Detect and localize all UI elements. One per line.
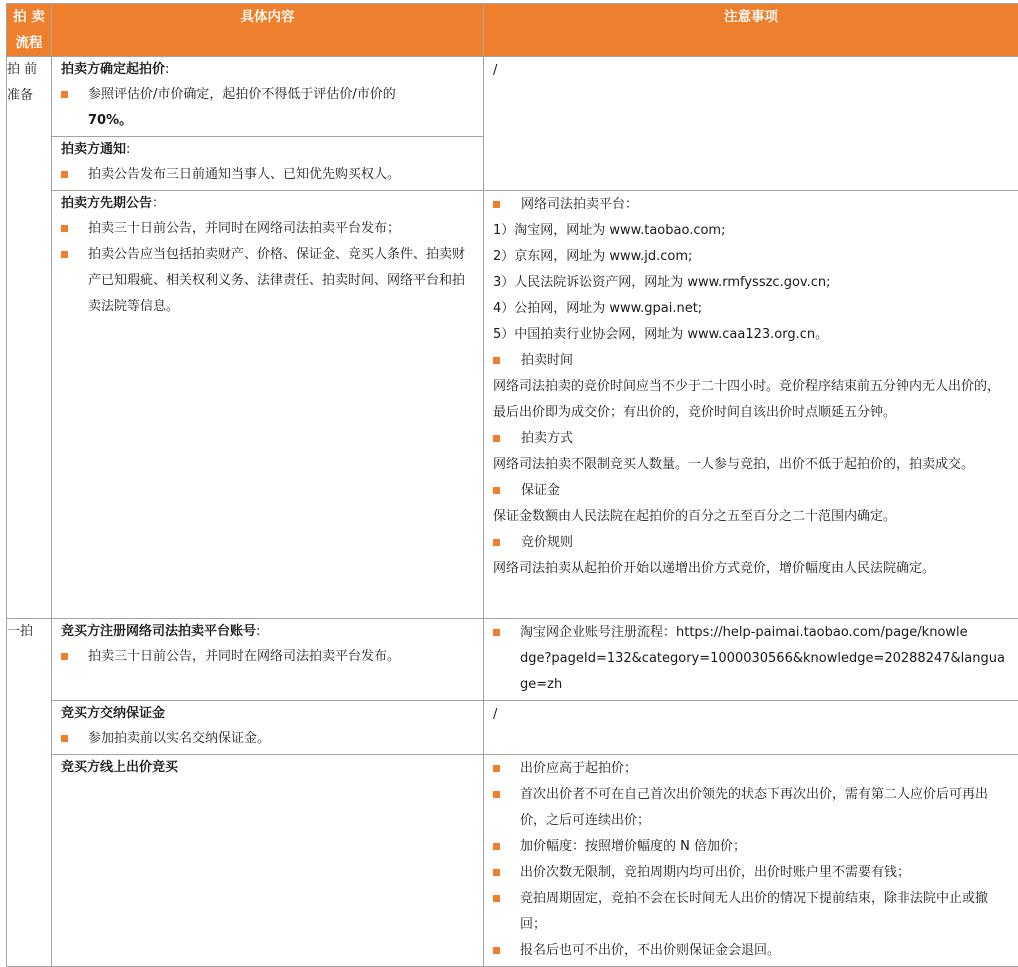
header-specific-content: 具体内容: [52, 4, 484, 57]
list-item: 拍卖三十日前公告，并同时在网络司法拍卖平台发布。: [61, 644, 477, 670]
notes-cell: /: [484, 57, 1018, 191]
header-notes: 注意事项: [484, 4, 1018, 57]
orange-square-bullet-icon: [61, 653, 68, 660]
platform-item: 3）人民法院诉讼资产网，网址为 www.rmfysszc.gov.cn;: [493, 270, 1010, 296]
phase-first-auction: 一拍: [7, 619, 52, 967]
list-item: 首次出价者不可在自己首次出价领先的状态下再次出价，需有第二人应价后可再出价，之后可连续出价；: [493, 782, 1010, 834]
notes-cell: [484, 619, 1018, 701]
list-item: 拍卖公告发布三日前通知当事人、已知优先购买权人。: [61, 162, 477, 188]
list-item: 参加拍卖前以实名交纳保证金。: [61, 726, 477, 752]
orange-square-bullet-icon: [493, 201, 500, 208]
platform-item: 5）中国拍卖行业协会网，网址为 www.caa123.org.cn。: [493, 322, 1010, 348]
orange-square-bullet-icon: [493, 895, 500, 902]
platform-item: 4）公拍网，网址为 www.gpai.net;: [493, 296, 1010, 322]
content-cell: [52, 137, 484, 191]
content-heading: 拍卖方通知:: [61, 138, 477, 162]
table-row: [7, 701, 1018, 755]
note-text: 网络司法拍卖不限制竞买人数量。一人参与竞拍，出价不低于起拍价的，拍卖成交。: [493, 452, 1010, 478]
content-heading: 竞买方交纳保证金: [61, 702, 477, 726]
content-heading: 竞买方注册网络司法拍卖平台账号:: [61, 620, 477, 644]
orange-square-bullet-icon: [61, 225, 68, 232]
auction-process-table: [6, 3, 1018, 967]
platform-item: 2）京东网，网址为 www.jd.com;: [493, 244, 1010, 270]
table-row: [7, 57, 1018, 137]
list-item: 出价应高于起拍价；: [493, 756, 1010, 782]
list-item: 保证金: [493, 478, 1010, 504]
list-item: 拍卖时间: [493, 348, 1010, 374]
notes-cell: [484, 191, 1018, 619]
content-heading: 拍卖方先期公告：: [61, 192, 477, 216]
orange-square-bullet-icon: [493, 435, 500, 442]
content-cell: [52, 701, 484, 755]
orange-square-bullet-icon: [493, 843, 500, 850]
list-item: 参照评估价/市价确定，起拍价不得低于评估价/市价的 70%。: [61, 82, 477, 134]
orange-square-bullet-icon: [61, 91, 68, 98]
note-text: 网络司法拍卖的竞价时间应当不少于二十四小时。竞价程序结束前五分钟内无人出价的，最后出价即为成交价；有出价的，竞价时间自该出价时点顺延五分钟。: [493, 374, 1010, 426]
orange-square-bullet-icon: [493, 539, 500, 546]
list-item: 网络司法拍卖平台：: [493, 192, 1010, 218]
list-item: 拍卖方式: [493, 426, 1010, 452]
list-item: 报名后也可不出价，不出价则保证金会退回。: [493, 938, 1010, 964]
list-item: 竞价规则: [493, 530, 1010, 556]
orange-square-bullet-icon: [493, 357, 500, 364]
orange-square-bullet-icon: [493, 765, 500, 772]
note-text: 保证金数额由人民法院在起拍价的百分之五至百分之二十范围内确定。: [493, 504, 1010, 530]
orange-square-bullet-icon: [493, 629, 500, 636]
content-cell: [52, 191, 484, 619]
content-cell: [52, 755, 484, 967]
orange-square-bullet-icon: [61, 251, 68, 258]
orange-square-bullet-icon: [61, 171, 68, 178]
header-row: [7, 4, 1018, 57]
list-item: 出价次数无限制，竞拍周期内均可出价，出价时账户里不需要有钱；: [493, 860, 1010, 886]
list-item: 淘宝网企业账号注册流程：https://help-paimai.taobao.com/page/knowle dge?pageId=132&category=1000030566&knowledge=20288247&langua ge=zh: [493, 620, 1010, 698]
list-item: 拍卖三十日前公告，并同时在网络司法拍卖平台发布；: [61, 216, 477, 242]
content-heading: 竞买方线上出价竞买: [61, 756, 477, 780]
table-row: [7, 619, 1018, 701]
notes-cell: /: [484, 701, 1018, 755]
table-row: [7, 755, 1018, 967]
orange-square-bullet-icon: [493, 947, 500, 954]
content-cell: [52, 57, 484, 137]
orange-square-bullet-icon: [61, 735, 68, 742]
phase-pre-auction: 拍 前 准备: [7, 57, 52, 619]
content-cell: [52, 619, 484, 701]
content-heading: 拍卖方确定起拍价:: [61, 58, 477, 82]
header-auction-process: 拍 卖 流程: [7, 4, 52, 57]
orange-square-bullet-icon: [493, 487, 500, 494]
note-text: 网络司法拍卖从起拍价开始以递增出价方式竞价，增价幅度由人民法院确定。: [493, 556, 1010, 582]
list-item: 加价幅度：按照增价幅度的 N 倍加价；: [493, 834, 1010, 860]
list-item: 竞拍周期固定，竞拍不会在长时间无人出价的情况下提前结束，除非法院中止或撤回；: [493, 886, 1010, 938]
platform-item: 1）淘宝网，网址为 www.taobao.com;: [493, 218, 1010, 244]
orange-square-bullet-icon: [493, 791, 500, 798]
list-item: 拍卖公告应当包括拍卖财产、价格、保证金、竞买人条件、拍卖财产已知瑕疵、相关权利义务、法律责任、拍卖时间、网络平台和拍卖法院等信息。: [61, 242, 477, 320]
orange-square-bullet-icon: [493, 869, 500, 876]
notes-cell: [484, 755, 1018, 967]
table-row: [7, 191, 1018, 619]
